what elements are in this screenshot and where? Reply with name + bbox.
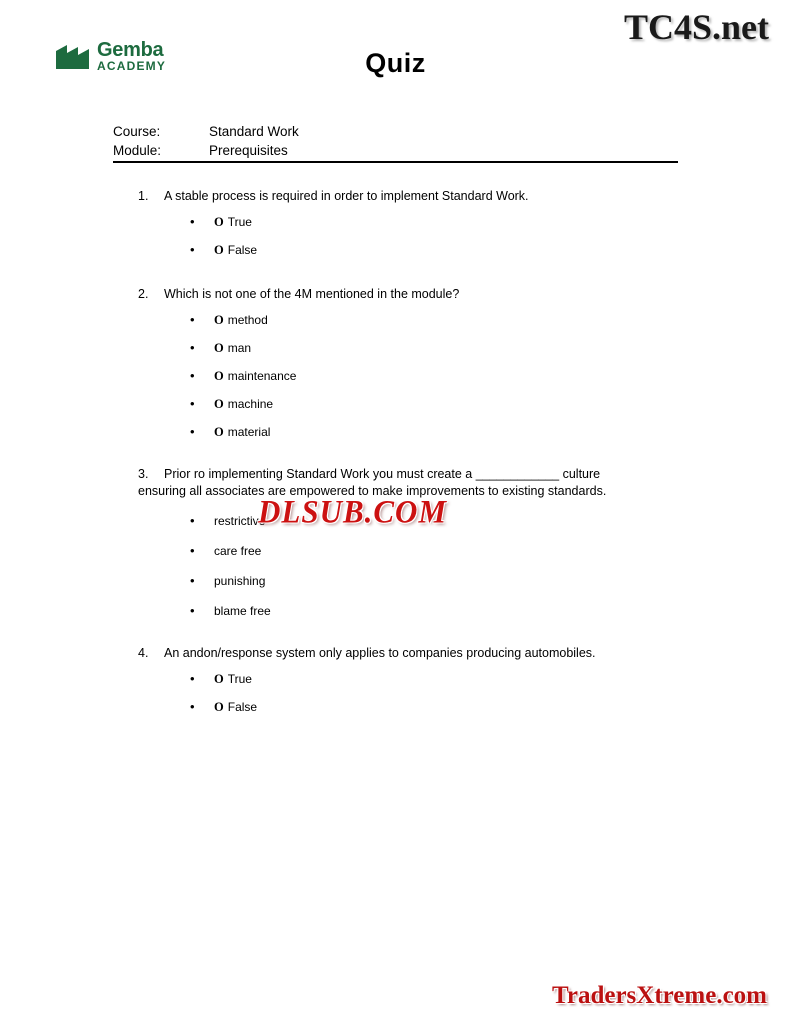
question-text-continued: ensuring all associates are empowered to make improvements to existing standards.: [138, 484, 607, 498]
option-row[interactable]: [0, 214, 791, 230]
option-row[interactable]: [0, 699, 791, 715]
radio-icon[interactable]: O: [214, 341, 224, 355]
option-row[interactable]: [0, 340, 791, 356]
bullet-icon: •: [190, 396, 195, 411]
option-label: True: [227, 215, 252, 229]
question-text: A stable process is required in order to implement Standard Work.: [164, 189, 529, 203]
option-row[interactable]: [0, 543, 791, 559]
module-row: [113, 141, 678, 160]
option-label: maintenance: [227, 369, 297, 383]
bullet-icon: •: [190, 214, 195, 229]
bullet-icon: •: [190, 242, 195, 257]
answer-options: [0, 671, 791, 715]
option-body[interactable]: [190, 340, 251, 356]
question-text: Which is not one of the 4M mentioned in the module?: [164, 287, 460, 301]
bullet-icon: •: [190, 368, 195, 383]
answer-options: [0, 214, 791, 258]
bullet-icon: •: [190, 424, 195, 439]
option-body[interactable]: [190, 242, 257, 258]
option-row[interactable]: [0, 671, 791, 687]
logo-subtitle: ACADEMY: [97, 59, 167, 74]
quiz-meta: [113, 122, 678, 160]
option-row[interactable]: [0, 603, 791, 619]
course-row: [113, 122, 678, 141]
question-line: [0, 286, 791, 302]
option-body[interactable]: [190, 603, 271, 619]
question-item: [0, 188, 791, 258]
course-value: Standard Work: [209, 124, 299, 139]
bullet-icon: •: [190, 543, 195, 558]
header-divider: [113, 161, 678, 163]
watermark-bottom-right: TradersXtreme.com: [552, 982, 767, 1009]
bullet-icon: •: [190, 312, 195, 327]
answer-options: [0, 312, 791, 440]
bullet-icon: •: [190, 340, 195, 355]
option-body[interactable]: [190, 699, 257, 715]
question-number: 2.: [138, 287, 149, 301]
radio-icon[interactable]: O: [214, 672, 224, 686]
page-title: Quiz: [365, 48, 426, 78]
option-label: blame free: [214, 604, 271, 618]
option-row[interactable]: [0, 573, 791, 589]
question-number: 1.: [138, 189, 149, 203]
module-value: Prerequisites: [209, 143, 288, 158]
question-number: 3.: [138, 467, 149, 481]
radio-icon[interactable]: O: [214, 700, 224, 714]
question-line: [0, 466, 791, 482]
watermark-top-right: TC4S.net: [623, 7, 769, 47]
bullet-icon: •: [190, 513, 195, 528]
option-label: method: [227, 313, 268, 327]
radio-icon[interactable]: O: [214, 215, 224, 229]
question-line: [0, 188, 791, 204]
option-body[interactable]: [190, 368, 296, 384]
questions-list: [0, 188, 791, 727]
option-body[interactable]: [190, 671, 252, 687]
option-body[interactable]: [190, 214, 252, 230]
option-label: man: [227, 341, 252, 355]
module-label: Module:: [113, 143, 162, 158]
question-text: Prior ro implementing Standard Work you must create a ____________ culture: [164, 467, 601, 481]
radio-icon[interactable]: O: [214, 313, 224, 327]
bullet-icon: •: [190, 573, 195, 588]
question-line: [0, 645, 791, 661]
course-label: Course:: [113, 124, 161, 139]
option-row[interactable]: [0, 396, 791, 412]
radio-icon[interactable]: O: [214, 397, 224, 411]
bullet-icon: •: [190, 603, 195, 618]
option-body[interactable]: [190, 573, 265, 589]
option-label: material: [227, 425, 271, 439]
option-label: care free: [214, 544, 262, 558]
bullet-icon: •: [190, 699, 195, 714]
watermark-center: DLSUB.COM: [258, 493, 448, 530]
option-body[interactable]: [190, 543, 261, 559]
option-body[interactable]: [190, 312, 268, 328]
option-label: restrictive: [214, 514, 266, 528]
question-number: 4.: [138, 646, 149, 660]
radio-icon[interactable]: O: [214, 425, 224, 439]
radio-icon[interactable]: O: [214, 243, 224, 257]
option-label: False: [227, 243, 258, 257]
radio-icon[interactable]: O: [214, 369, 224, 383]
bullet-icon: •: [190, 671, 195, 686]
option-label: False: [227, 700, 258, 714]
option-body[interactable]: [190, 513, 265, 529]
option-label: punishing: [214, 574, 266, 588]
option-row[interactable]: [0, 312, 791, 328]
logo-title: Gemba: [97, 39, 164, 61]
option-row[interactable]: [0, 424, 791, 440]
option-label: machine: [227, 397, 274, 411]
option-row[interactable]: [0, 242, 791, 258]
question-item: [0, 286, 791, 440]
option-body[interactable]: [190, 424, 270, 440]
option-label: True: [227, 672, 252, 686]
question-item: [0, 645, 791, 715]
option-row[interactable]: [0, 368, 791, 384]
option-body[interactable]: [190, 396, 273, 412]
question-item: [0, 466, 791, 619]
question-text: An andon/response system only applies to companies producing automobiles.: [164, 646, 596, 660]
